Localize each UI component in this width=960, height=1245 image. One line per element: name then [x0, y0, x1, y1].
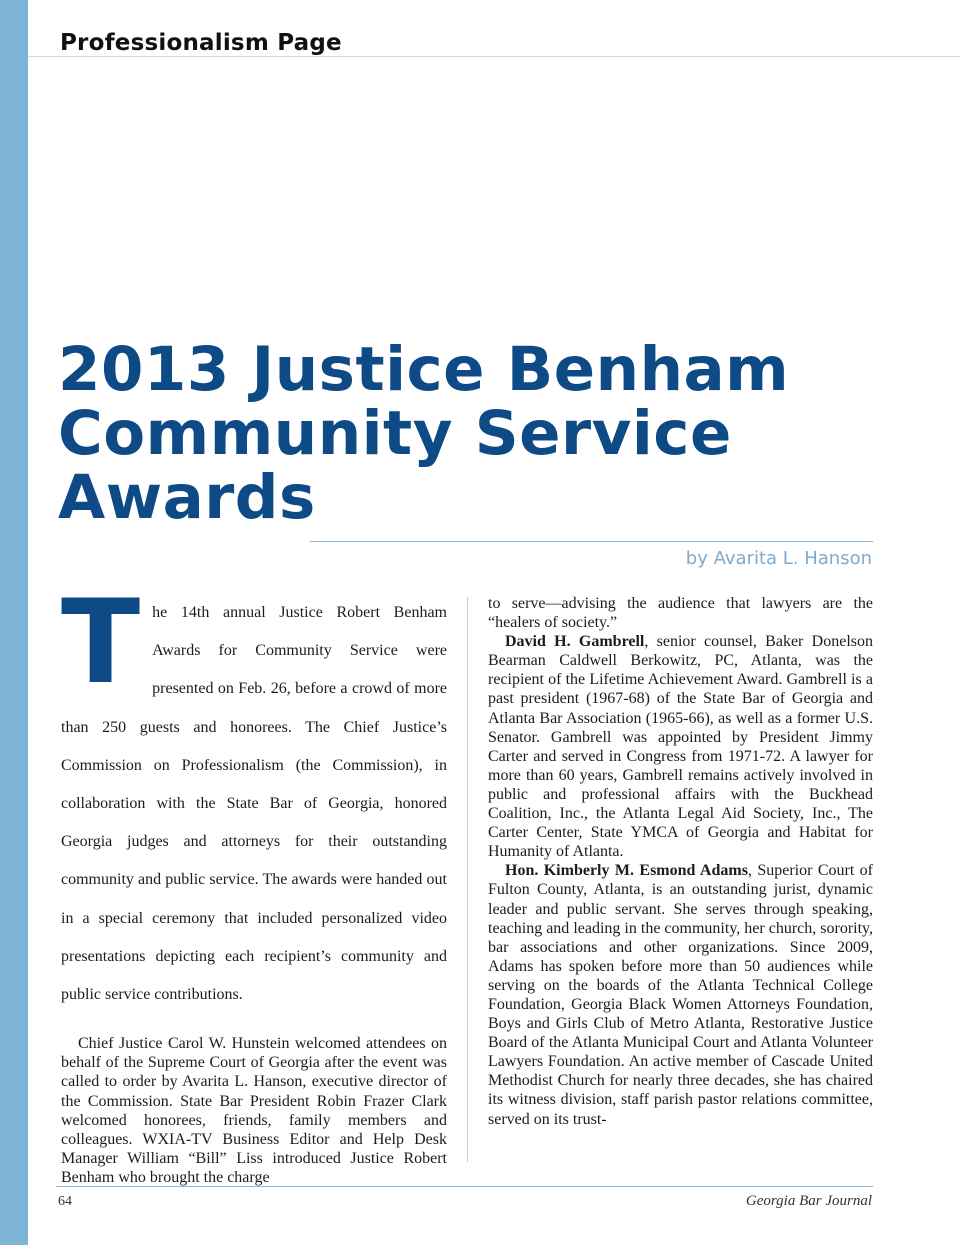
continued-paragraph: to serve—advising the audience that lawyers are the “healers of society.” [488, 595, 873, 632]
intro-text: he 14th annual Justice Robert Benham Awards for Community Service were presented on Feb. 26, before a crowd of more than 250 guests and honorees. The Chief Justice’s Commission on Professionalism (the Commission), in collaboration with the State Bar of Georgia, honored Georgia judges and attorneys for their outstanding community and public service. The awards were handed out in a special ceremony that included personalized video presentations depicting each recipient’s community and public service contributions. [61, 604, 447, 1004]
column-divider [467, 597, 468, 1162]
body-paragraph: Chief Justice Carol W. Hunstein welcomed attendees on behalf of the Supreme Court of Georgia after the event was called to order by Avarita L. Hanson, executive director of the Commission. State Bar President Robin Frazer Clark welcomed honorees, friends, family members and colleagues. WXIA-TV Business Editor and Help Desk Manager William “Bill” Liss introduced Justice Robert Benham who brought the charge [61, 1035, 447, 1186]
article-byline: by Avarita L. Hanson [685, 548, 872, 569]
adams-paragraph [488, 861, 873, 1128]
journal-name: Georgia Bar Journal [745, 1193, 872, 1209]
drop-cap: T [61, 575, 141, 710]
left-column [61, 575, 447, 1186]
footer-divider [56, 1186, 873, 1187]
intro-paragraph [61, 575, 447, 1014]
right-column [488, 594, 873, 1174]
header-divider [28, 56, 960, 57]
decorative-side-bar [0, 0, 28, 1245]
byline-divider [310, 541, 873, 542]
page-number: 64 [58, 1194, 72, 1209]
article-title: 2013 Justice Benham Community Service Awards [58, 334, 790, 533]
honoree-name-gambrell: David H. Gambrell [505, 633, 645, 651]
section-label: Professionalism Page [60, 30, 342, 56]
gambrell-text: , senior counsel, Baker Donelson Bearman Caldwell Berkowitz, PC, Atlanta, was the recipient of the Lifetime Achievement Award. Gambrell is a past president (1967-68) of the State Bar of Georgia and Atlanta Bar Association (1965-66), as well as a former U.S. Senator. Gambrell was appointed by President Jimmy Carter and served in Congress from 1971-72. A lawyer for more than 60 years, Gambrell remains actively involved in public and professional affairs with the Buckhead Coalition, Inc., the Atlanta Legal Aid Society, Inc., The Carter Center, State YMCA of Georgia and Habitat for Humanity of Atlanta. [488, 633, 873, 861]
adams-text: , Superior Court of Fulton County, Atlanta, is an outstanding jurist, dynamic leader and public servant. She serves through speaking, teaching and leading in the community, her church, sorority, bar associations and other organizations. Since 2009, Adams has spoken before more than 50 audiences while serving on the boards of the Atlanta Technical College Foundation, Georgia Black Women Attorneys Foundation, Boys and Girls Club of Metro Atlanta, Restorative Justice Board of the Atlanta Municipal Court and Atlanta Volunteer Lawyers Foundation. An active member of Cascade United Methodist Church for nearly three decades, she has chaired its witness division, staff parish pastor relations committee, served on its trust- [488, 862, 874, 1128]
gambrell-paragraph [488, 632, 873, 861]
honoree-name-adams: Hon. Kimberly M. Esmond Adams [505, 862, 748, 880]
